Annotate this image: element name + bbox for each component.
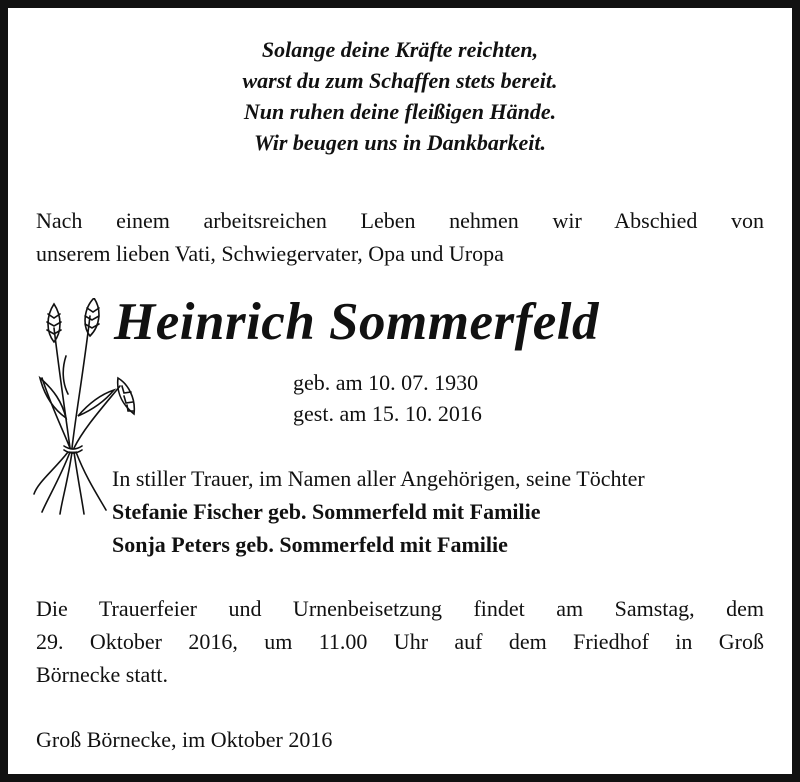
deceased-name: Heinrich Sommerfeld <box>114 293 600 351</box>
intro-text <box>36 204 764 270</box>
mourners-intro: In stiller Trauer, im Namen aller Angehörigen, seine Töchter <box>112 466 645 491</box>
mourners <box>112 462 772 561</box>
place-date: Groß Börnecke, im Oktober 2016 <box>36 727 333 752</box>
poem <box>16 34 784 158</box>
intro-line: Nach einem arbeitsreichen Leben nehmen wir Abschied von <box>36 208 764 233</box>
intro-line: unserem lieben Vati, Schwiegervater, Opa und Uropa <box>36 241 504 266</box>
death-date: gest. am 15. 10. 2016 <box>293 401 482 426</box>
service-line: 29. Oktober 2016, um 11.00 Uhr auf dem Friedhof in Groß <box>36 629 764 654</box>
mourner-family: Stefanie Fischer geb. Sommerfeld mit Familie <box>112 499 541 524</box>
mourner-family: Sonja Peters geb. Sommerfeld mit Familie <box>112 532 508 557</box>
service-info <box>36 592 764 691</box>
service-line: Die Trauerfeier und Urnenbeisetzung findet am Samstag, dem <box>36 596 764 621</box>
poem-line: Wir beugen uns in Dankbarkeit. <box>254 130 546 155</box>
service-line: Börnecke statt. <box>36 662 168 687</box>
life-dates <box>293 367 482 429</box>
poem-line: warst du zum Schaffen stets bereit. <box>242 68 558 93</box>
birth-date: geb. am 10. 07. 1930 <box>293 370 479 395</box>
poem-line: Solange deine Kräfte reichten, <box>261 37 539 62</box>
poem-line: Nun ruhen deine fleißigen Hände. <box>243 99 557 124</box>
